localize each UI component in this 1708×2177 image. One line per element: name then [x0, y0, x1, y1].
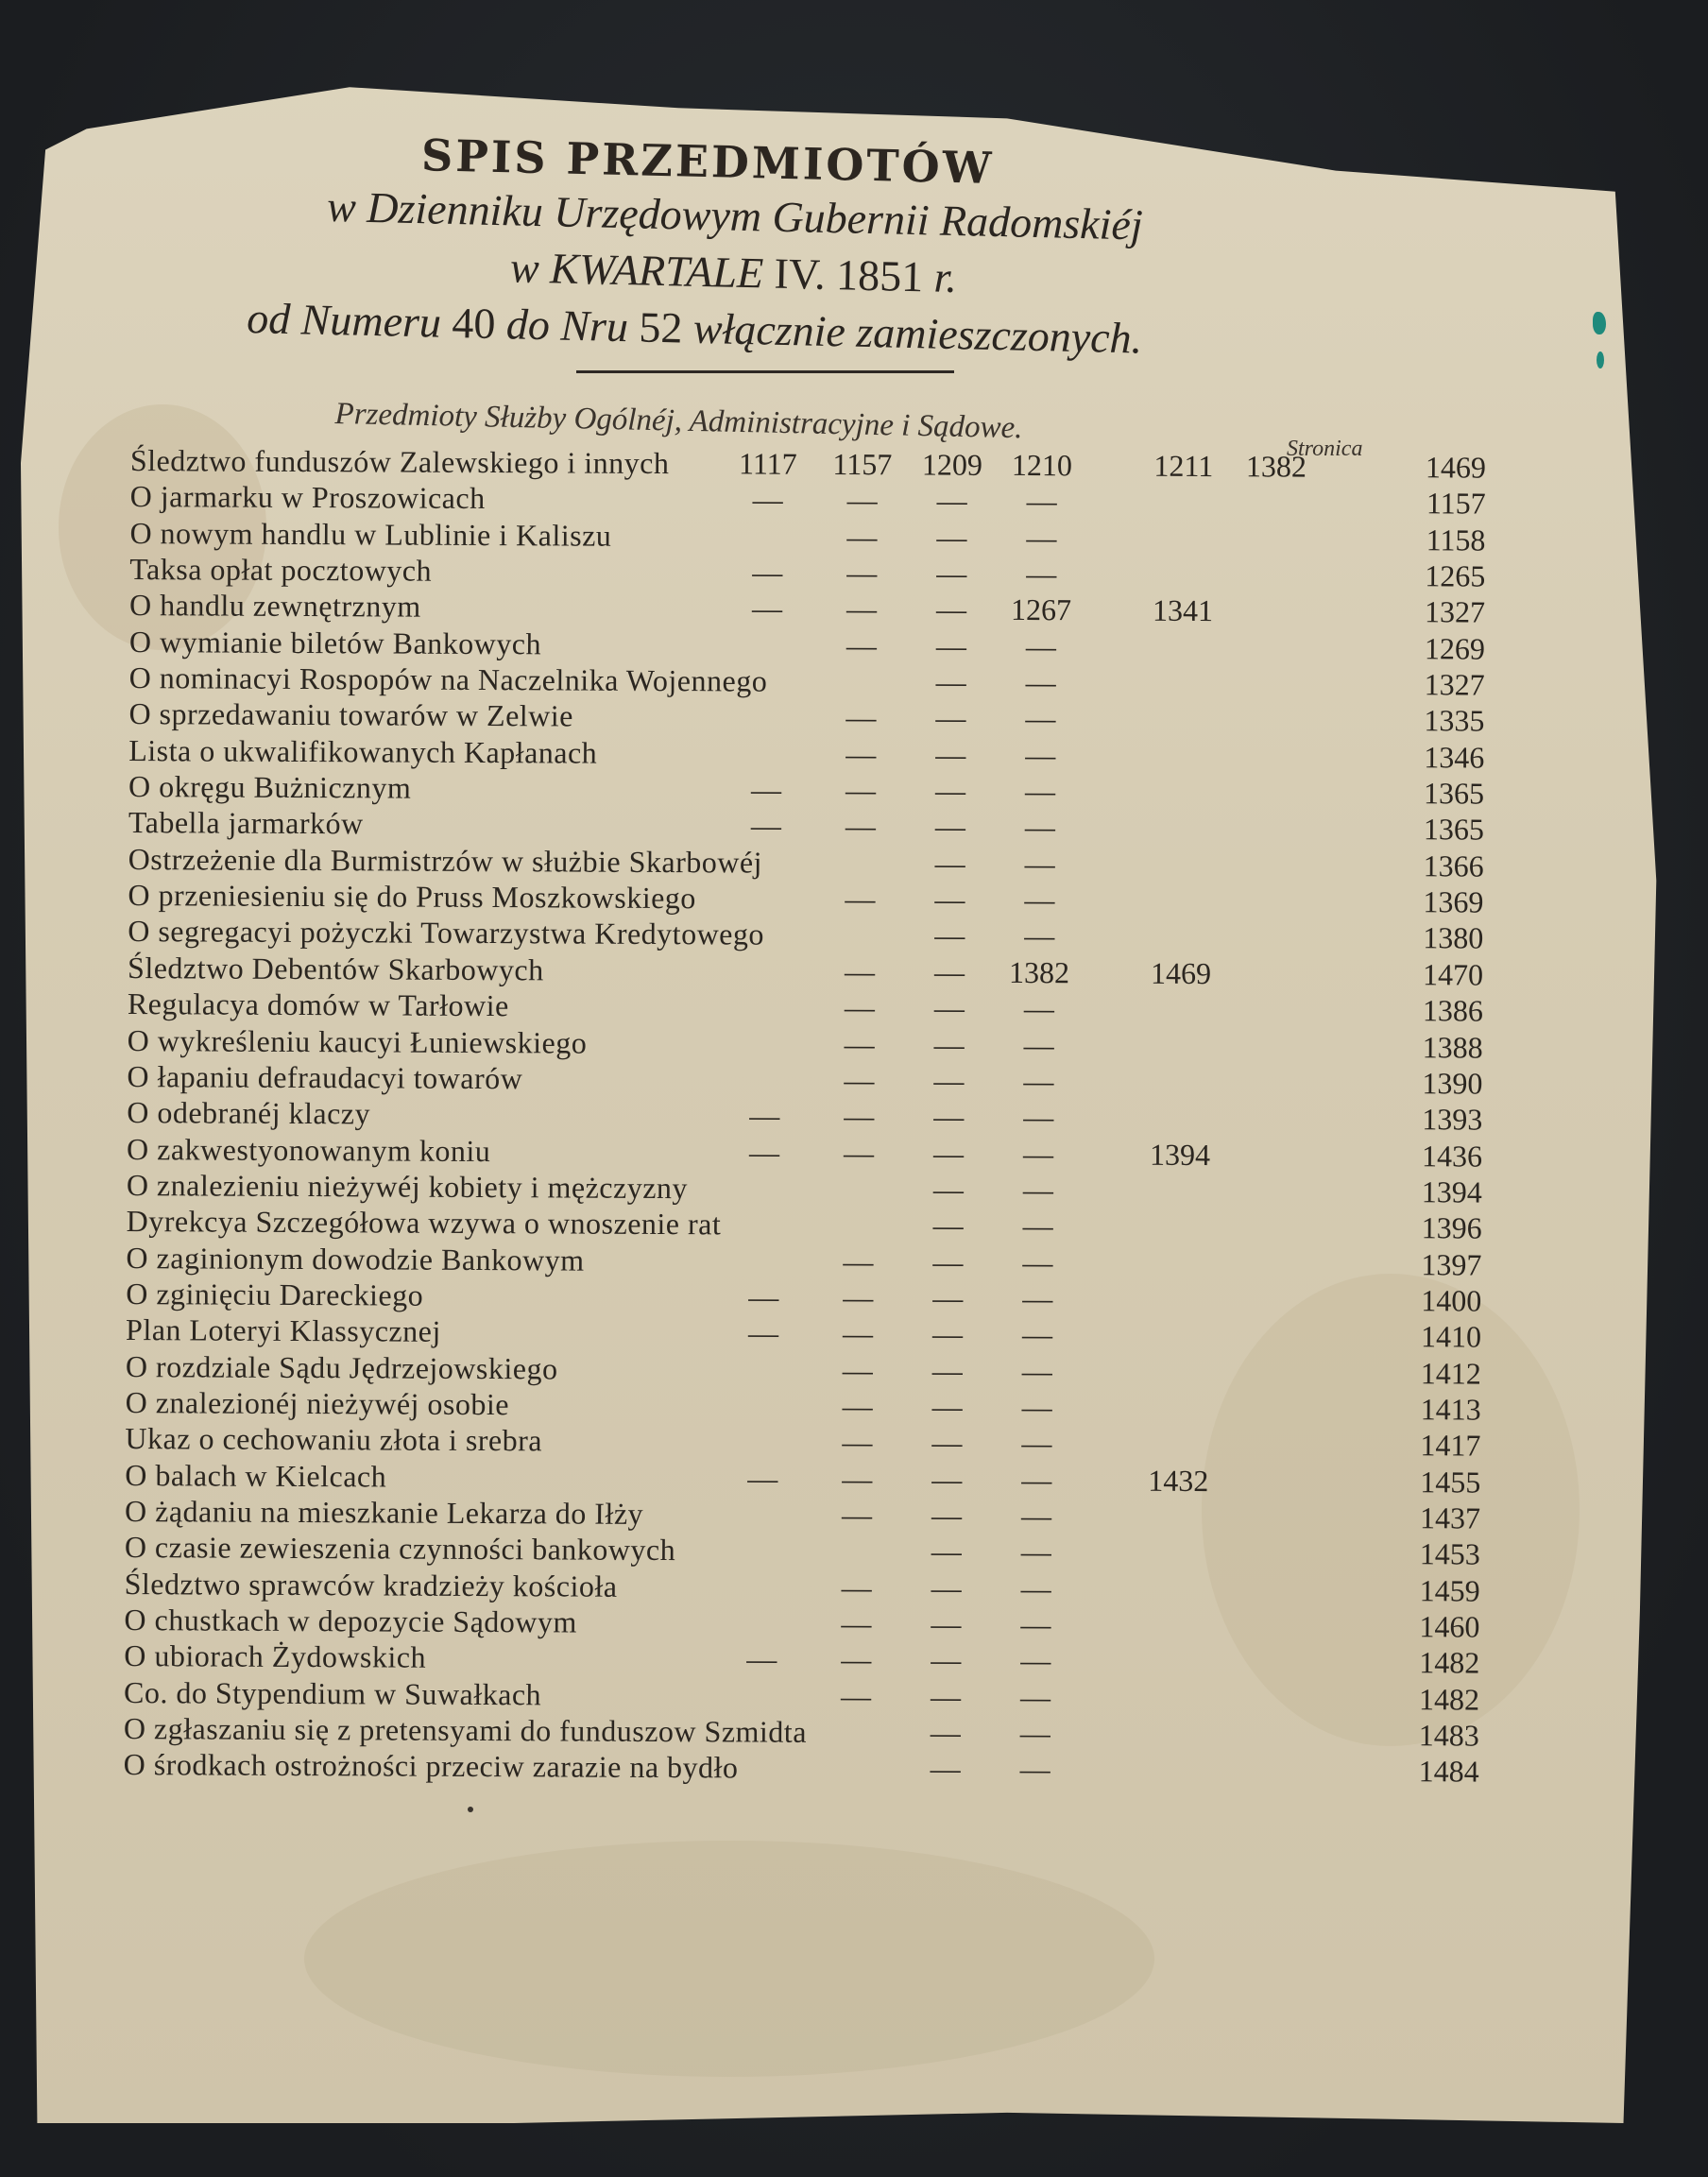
ditto-dash: —: [845, 736, 877, 771]
ditto-dash: —: [844, 1026, 875, 1061]
reference-number: 1432: [1148, 1463, 1209, 1498]
heading-line-1: w Dzienniku Urzędowym Gubernii Radomskiéj: [326, 181, 1144, 249]
ditto-dash: —: [1024, 918, 1055, 953]
ditto-dash: —: [1020, 1498, 1052, 1534]
entry-title: Śledztwo Debentów Skarbowych: [127, 950, 544, 987]
ditto-dash: —: [1020, 1643, 1051, 1678]
page-number: 1157: [1426, 486, 1486, 521]
ditto-dash: —: [1019, 1679, 1051, 1714]
page-number: 1365: [1423, 776, 1485, 811]
ditto-dash: —: [845, 773, 877, 808]
page-number: 1417: [1420, 1428, 1481, 1463]
ditto-dash: —: [934, 846, 965, 881]
ditto-dash: —: [936, 483, 967, 519]
ditto-dash: —: [842, 1352, 873, 1387]
entry-title: O sprzedawaniu towarów w Zelwie: [128, 696, 574, 733]
entry-title: Taksa opłat pocztowych: [129, 552, 433, 588]
entry-title: Śledztwo sprawców kradzieży kościoła: [124, 1566, 618, 1603]
ditto-dash: —: [1025, 665, 1056, 700]
ditto-dash: —: [1023, 1100, 1054, 1135]
ditto-dash: —: [844, 1062, 875, 1098]
ditto-dash: —: [935, 628, 966, 663]
reference-number: 1157: [832, 446, 893, 482]
entry-title: O ubiorach Żydowskich: [124, 1638, 427, 1675]
entry-title: O zgłaszaniu się z pretensyami do funduszow Szmidta: [123, 1711, 808, 1749]
entry-title: O rozdziale Sądu Jędrzejowskiego: [125, 1348, 558, 1386]
ditto-dash: —: [934, 809, 965, 845]
entry-title: O segregacyi pożyczki Towarzystwa Kredytowego: [128, 914, 765, 952]
ditto-dash: —: [1020, 1570, 1051, 1605]
page-number: 1335: [1424, 703, 1485, 738]
entry-title: O chustkach w depozycie Sądowym: [124, 1603, 577, 1639]
ditto-dash: —: [931, 1570, 962, 1605]
ditto-dash: —: [933, 1099, 965, 1134]
page-number: 1327: [1424, 667, 1485, 702]
ditto-dash: —: [751, 591, 783, 626]
reference-number: 1382: [1245, 449, 1307, 484]
ditto-dash: —: [841, 1497, 873, 1533]
ditto-dash: —: [931, 1498, 963, 1533]
entry-list: [114, 442, 1486, 1790]
ditto-dash: —: [931, 1642, 962, 1678]
page-number: 1470: [1422, 957, 1484, 992]
page-number: 1365: [1423, 812, 1484, 847]
entry-title: Regulacya domów w Tarłowie: [127, 986, 509, 1023]
ditto-dash: —: [842, 1316, 874, 1351]
entry-title: Ukaz o cechowaniu złota i srebra: [125, 1421, 543, 1458]
page-number: 1346: [1424, 739, 1485, 775]
ditto-dash: —: [845, 700, 877, 735]
ditto-dash: —: [842, 1425, 873, 1460]
ditto-dash: —: [1022, 1280, 1053, 1316]
page-number: 1265: [1425, 558, 1486, 593]
ditto-dash: —: [931, 1534, 962, 1568]
entry-title: Tabella jarmarków: [128, 805, 364, 841]
heading-line-3: od Numeru 40 do Nru 52 włącznie zamieszczonych.: [246, 294, 1143, 363]
ditto-dash: —: [752, 555, 783, 590]
ditto-dash: —: [935, 737, 966, 772]
entry-title: O okręgu Bużnicznym: [128, 769, 412, 805]
ditto-dash: —: [1026, 484, 1057, 519]
ditto-dash: —: [749, 1098, 780, 1133]
ditto-dash: —: [935, 591, 967, 627]
ditto-dash: —: [846, 519, 878, 554]
page-number: 1388: [1422, 1029, 1483, 1065]
ditto-dash: —: [1021, 1389, 1052, 1425]
ditto-dash: —: [1021, 1426, 1052, 1461]
ditto-dash: —: [845, 809, 876, 844]
ditto-dash: —: [843, 1135, 875, 1170]
ditto-dash: —: [748, 1279, 779, 1314]
ditto-dash: —: [1019, 1716, 1050, 1751]
ditto-dash: —: [936, 556, 967, 591]
entry-title: O środkach ostrożności przeciw zarazie na bydło: [123, 1747, 739, 1785]
categories-label: Przedmioty Służby Ogólnéj, Administracyjne i Sądowe.: [334, 397, 1023, 446]
page-number: 1484: [1418, 1754, 1479, 1789]
reference-number: 1267: [1010, 592, 1072, 627]
entry-title: O jarmarku w Proszowicach: [129, 479, 486, 516]
page-number: 1269: [1424, 630, 1485, 666]
ditto-dash: —: [930, 1751, 961, 1787]
ditto-dash: —: [1026, 557, 1057, 591]
ditto-dash: —: [840, 1678, 872, 1713]
reference-number: 1341: [1152, 593, 1214, 628]
ditto-dash: —: [935, 700, 966, 736]
entry-title: O zaginionym dowodzie Bankowym: [126, 1240, 585, 1277]
entry-title: Lista o ukwalifikowanych Kapłanach: [128, 732, 598, 770]
ditto-dash: —: [747, 1461, 778, 1496]
page-number: 1327: [1424, 594, 1486, 629]
ditto-dash: —: [936, 520, 967, 555]
ditto-dash: —: [1022, 1244, 1053, 1279]
ditto-dash: —: [843, 1243, 874, 1278]
ditto-dash: —: [931, 1389, 963, 1424]
page-number: 1482: [1418, 1681, 1480, 1717]
ditto-dash: —: [932, 1280, 964, 1315]
ditto-dash: —: [1023, 1027, 1054, 1062]
entry-title: O łapaniu defraudacyi towarów: [127, 1058, 523, 1096]
ditto-dash: —: [935, 664, 966, 699]
page-number: 1453: [1419, 1536, 1480, 1571]
ditto-dash: —: [842, 1461, 873, 1496]
page-number: 1400: [1421, 1283, 1482, 1318]
entry-title: O przeniesieniu się do Pruss Moszkowskiego: [128, 878, 696, 916]
ditto-dash: —: [933, 954, 965, 989]
entry-title: O handlu zewnętrznym: [129, 588, 421, 625]
ditto-dash: —: [750, 772, 782, 807]
ditto-dash: —: [933, 990, 965, 1025]
ditto-dash: —: [845, 627, 877, 662]
reference-number: 1209: [921, 447, 982, 482]
entry-title: O wymianie biletów Bankowych: [128, 624, 542, 661]
page-column-header: Stronica: [1287, 437, 1363, 461]
entry-title: O zginięciu Dareckiego: [126, 1276, 424, 1312]
ditto-dash: —: [934, 917, 965, 953]
ditto-dash: —: [844, 953, 876, 988]
entry-title: O znalezionéj nieżywéj osobie: [125, 1384, 510, 1422]
list-item: [114, 1746, 1479, 1790]
ditto-dash: —: [933, 1063, 965, 1098]
entry-title: Śledztwo funduszów Zalewskiego i innych: [129, 443, 670, 481]
ditto-dash: —: [1023, 991, 1054, 1026]
ditto-dash: —: [845, 882, 876, 917]
ditto-dash: —: [844, 990, 875, 1025]
page-number: 1393: [1422, 1102, 1483, 1137]
entry-title: O nominacyi Rospopów na Naczelnika Wojennego: [128, 660, 768, 698]
ditto-dash: —: [1025, 701, 1056, 736]
ink-spot: [1597, 351, 1604, 369]
entry-title: O żądaniu na mieszkanie Lekarza do Iłży: [124, 1494, 644, 1531]
entry-title: O balach w Kielcach: [125, 1457, 387, 1494]
ditto-dash: —: [934, 773, 966, 808]
page-number: 1436: [1421, 1138, 1483, 1174]
entry-title: Plan Loteryi Klassycznej: [125, 1312, 441, 1349]
reference-number: 1117: [738, 446, 797, 481]
ditto-dash: —: [1022, 1136, 1054, 1171]
ditto-dash: —: [1025, 628, 1056, 663]
ditto-dash: —: [1026, 520, 1057, 555]
page-number: 1394: [1421, 1174, 1482, 1209]
page-number: 1410: [1420, 1319, 1482, 1354]
ditto-dash: —: [1025, 737, 1056, 772]
ditto-dash: —: [931, 1353, 963, 1388]
entry-title: O nowym handlu w Lublinie i Kaliszu: [129, 515, 612, 553]
page-number: 1413: [1420, 1392, 1481, 1427]
ditto-dash: —: [931, 1606, 962, 1641]
reference-number: 1394: [1149, 1137, 1211, 1172]
ink-dot: [468, 1807, 473, 1812]
ditto-dash: —: [1023, 1063, 1054, 1099]
page-number: 1386: [1422, 993, 1483, 1028]
ditto-dash: —: [1020, 1607, 1051, 1642]
ditto-dash: —: [748, 1135, 780, 1170]
ditto-dash: —: [841, 1642, 872, 1677]
ditto-dash: —: [843, 1279, 874, 1315]
entry-title: O zakwestyonowanym koniu: [126, 1131, 491, 1168]
page-number: 1397: [1421, 1246, 1482, 1282]
ditto-dash: —: [930, 1679, 962, 1714]
heading-line-2: w KWARTALE IV. 1851 r.: [509, 243, 958, 302]
page-number: 1483: [1418, 1718, 1479, 1753]
ditto-dash: —: [1024, 810, 1055, 845]
entry-title: O znalezieniu nieżywéj kobiety i mężczyzny: [126, 1167, 689, 1206]
ditto-dash: —: [1020, 1534, 1051, 1569]
page-number: 1460: [1419, 1609, 1480, 1644]
page-number: 1396: [1421, 1210, 1482, 1245]
ditto-dash: —: [1024, 774, 1056, 809]
reference-number: 1469: [1150, 955, 1212, 990]
page-number: 1455: [1420, 1464, 1481, 1500]
page-number: 1380: [1423, 920, 1484, 956]
document-heading: [118, 123, 1351, 371]
ditto-dash: —: [1024, 846, 1055, 881]
ditto-dash: —: [841, 1569, 872, 1604]
ditto-dash: —: [932, 1172, 964, 1207]
ditto-dash: —: [844, 1099, 875, 1134]
ditto-dash: —: [931, 1425, 963, 1460]
page-number: 1369: [1423, 884, 1484, 919]
page-number: 1390: [1422, 1066, 1483, 1101]
ditto-dash: —: [747, 1315, 779, 1350]
page-number: 1366: [1423, 849, 1484, 883]
page-number: 1158: [1426, 522, 1486, 557]
ditto-dash: —: [842, 1388, 873, 1424]
ink-spot: [1593, 312, 1606, 334]
ditto-dash: —: [1021, 1353, 1052, 1388]
ditto-dash: —: [1021, 1462, 1052, 1497]
ditto-dash: —: [1019, 1752, 1050, 1787]
page-number: 1469: [1425, 450, 1486, 485]
ditto-dash: —: [934, 882, 965, 917]
page-number: 1437: [1419, 1500, 1481, 1535]
ditto-dash: —: [841, 1606, 872, 1641]
page-number: 1459: [1419, 1572, 1480, 1608]
document-title: SPIS PRZEDMIOTÓW: [420, 129, 995, 194]
ditto-dash: —: [931, 1316, 964, 1351]
entry-title: Co. do Stypendium w Suwałkach: [123, 1674, 542, 1712]
ditto-dash: —: [1022, 1172, 1053, 1208]
ditto-dash: —: [846, 483, 878, 518]
ditto-dash: —: [932, 1136, 965, 1171]
page-number: 1482: [1419, 1645, 1480, 1680]
page-number: 1412: [1420, 1355, 1481, 1391]
ditto-dash: —: [1024, 883, 1055, 917]
reference-number: 1382: [1008, 954, 1070, 990]
entry-title: Dyrekcya Szczegółowa wzywa o wnoszenie rat: [126, 1204, 722, 1242]
ditto-dash: —: [750, 808, 781, 844]
ditto-dash: —: [932, 1244, 964, 1279]
entry-title: O odebranéj klaczy: [127, 1095, 371, 1131]
entry-title: Ostrzeżenie dla Burmistrzów w służbie Skarbowéj: [128, 841, 763, 880]
ditto-dash: —: [933, 1027, 965, 1062]
ditto-dash: —: [931, 1462, 963, 1497]
ditto-dash: —: [752, 482, 783, 518]
ditto-dash: —: [932, 1208, 964, 1243]
entry-title: O wykreśleniu kaucyi Łuniewskiego: [127, 1022, 588, 1060]
reference-number: 1210: [1011, 447, 1072, 483]
entry-title: O czasie zewieszenia czynności bankowych: [124, 1530, 676, 1568]
ditto-dash: —: [1021, 1317, 1053, 1352]
reference-number: 1211: [1153, 448, 1214, 484]
ditto-dash: —: [1022, 1208, 1053, 1243]
ditto-dash: —: [746, 1641, 777, 1676]
ditto-dash: —: [930, 1715, 961, 1750]
heading-divider: [576, 370, 954, 373]
ditto-dash: —: [845, 591, 878, 626]
ditto-dash: —: [846, 556, 878, 591]
